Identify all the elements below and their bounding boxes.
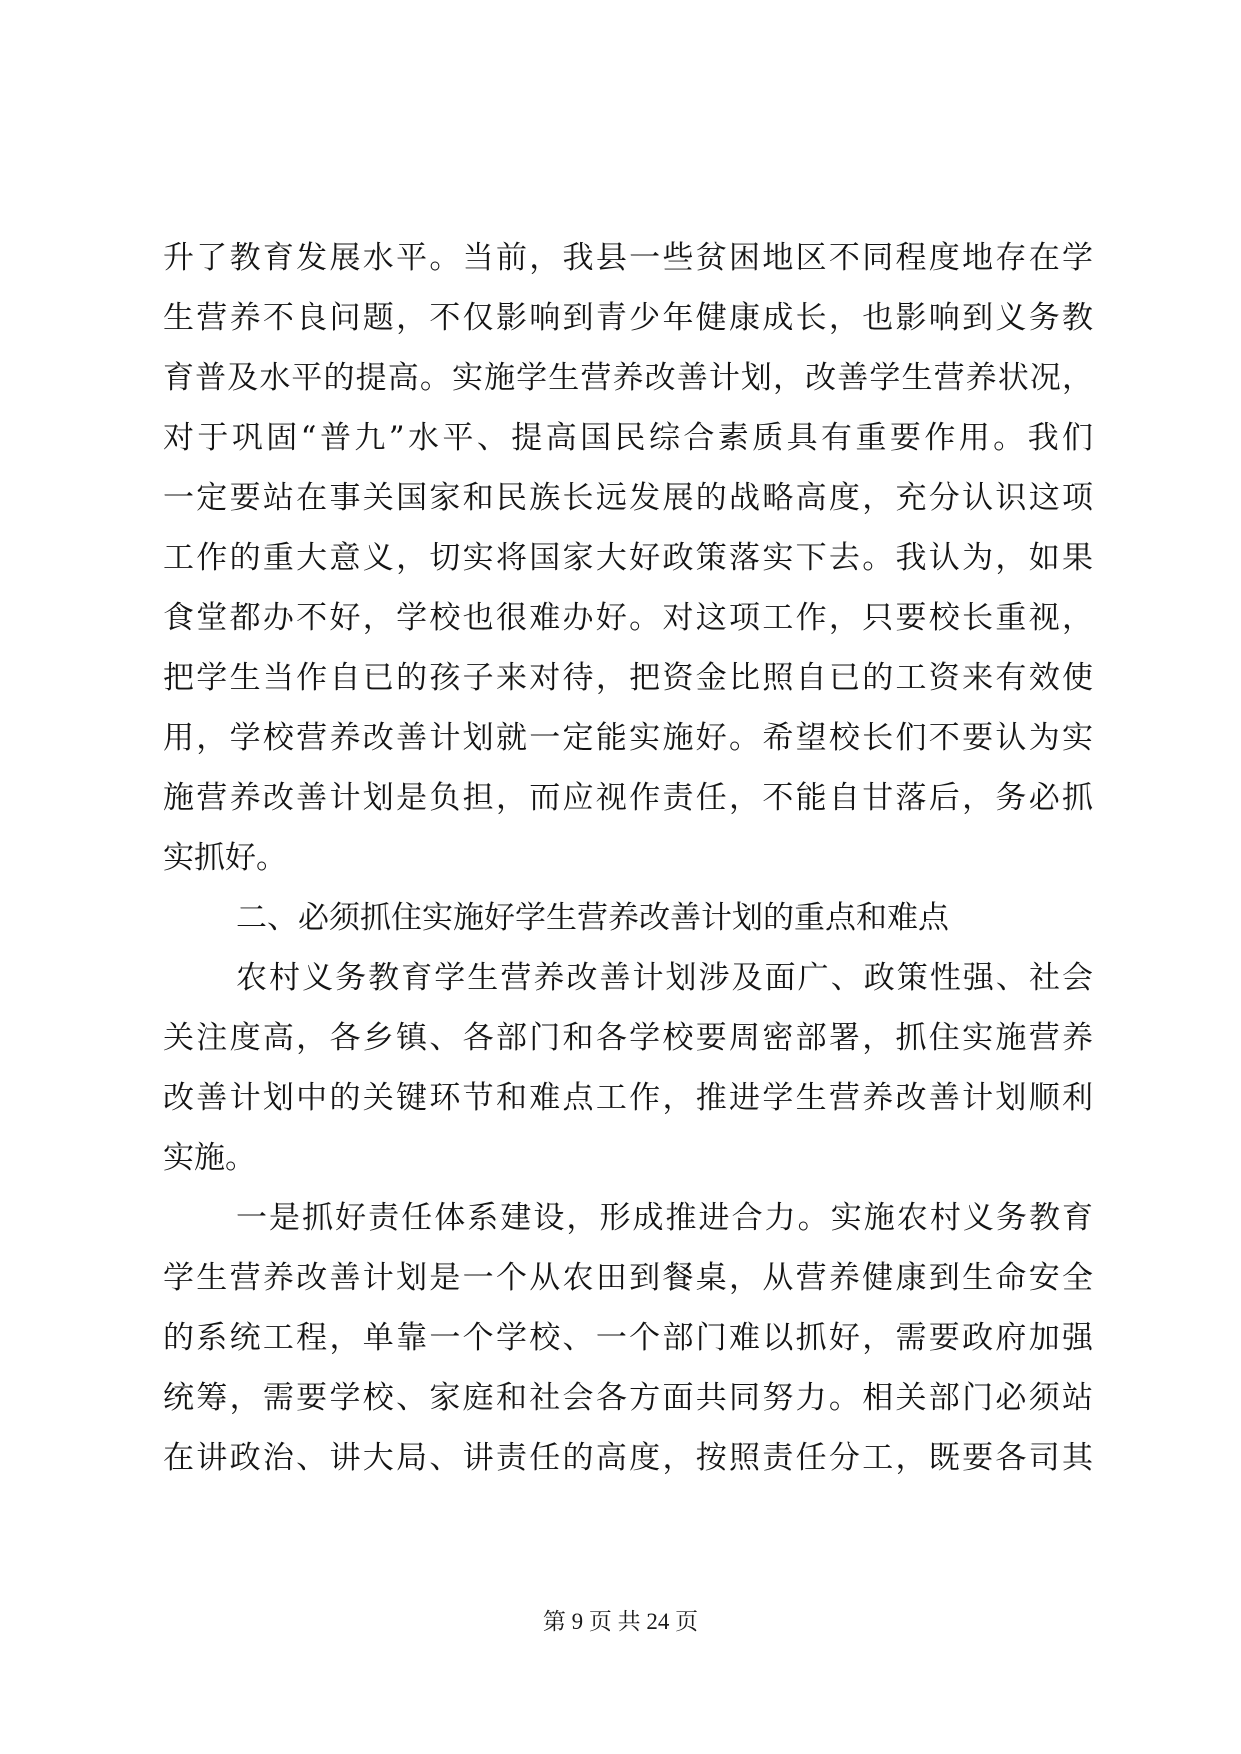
text-line: 关注度高，各乡镇、各部门和各学校要周密部署，抓住实施营养 (163, 1020, 1093, 1056)
text-line: 工作的重大意义，切实将国家大好政策落实下去。我认为，如果 (163, 540, 1093, 576)
text-line: 实施。 (163, 1140, 256, 1176)
text-line: 食堂都办不好，学校也很难办好。对这项工作，只要校长重视， (163, 600, 1093, 636)
page-footer: 第 9 页 共 24 页 (542, 1609, 699, 1634)
text-line: 生营养不良问题，不仅影响到青少年健康成长，也影响到义务教 (163, 300, 1093, 336)
text-line: 实抓好。 (163, 840, 287, 876)
text-line: 一定要站在事关国家和民族长远发展的战略高度，充分认识这项 (163, 480, 1093, 516)
text-line: 对于巩固“普九”水平、提高国民综合素质具有重要作用。我们 (163, 420, 1093, 456)
text-line: 的系统工程，单靠一个学校、一个部门难以抓好，需要政府加强 (163, 1320, 1093, 1356)
text-line: 把学生当作自已的孩子来对待，把资金比照自已的工资来有效使 (163, 660, 1093, 696)
section-heading: 二、必须抓住实施好学生营养改善计划的重点和难点 (236, 900, 949, 936)
text-line: 育普及水平的提高。实施学生营养改善计划，改善学生营养状况， (163, 360, 1093, 396)
text-line: 施营养改善计划是负担，而应视作责任，不能自甘落后，务必抓 (163, 780, 1093, 816)
text-line: 农村义务教育学生营养改善计划涉及面广、政策性强、社会 (236, 960, 1093, 996)
body-text (163, 228, 1093, 1488)
text-line: 学生营养改善计划是一个从农田到餐桌，从营养健康到生命安全 (163, 1260, 1093, 1296)
text-line: 改善计划中的关键环节和难点工作，推进学生营养改善计划顺利 (163, 1080, 1093, 1116)
text-line: 用，学校营养改善计划就一定能实施好。希望校长们不要认为实 (163, 720, 1093, 756)
text-line: 统筹，需要学校、家庭和社会各方面共同努力。相关部门必须站 (163, 1380, 1093, 1416)
text-line: 升了教育发展水平。当前，我县一些贫困地区不同程度地存在学 (163, 240, 1093, 276)
text-line: 一是抓好责任体系建设，形成推进合力。实施农村义务教育 (236, 1200, 1093, 1236)
text-line: 在讲政治、讲大局、讲责任的高度，按照责任分工，既要各司其 (163, 1440, 1093, 1476)
